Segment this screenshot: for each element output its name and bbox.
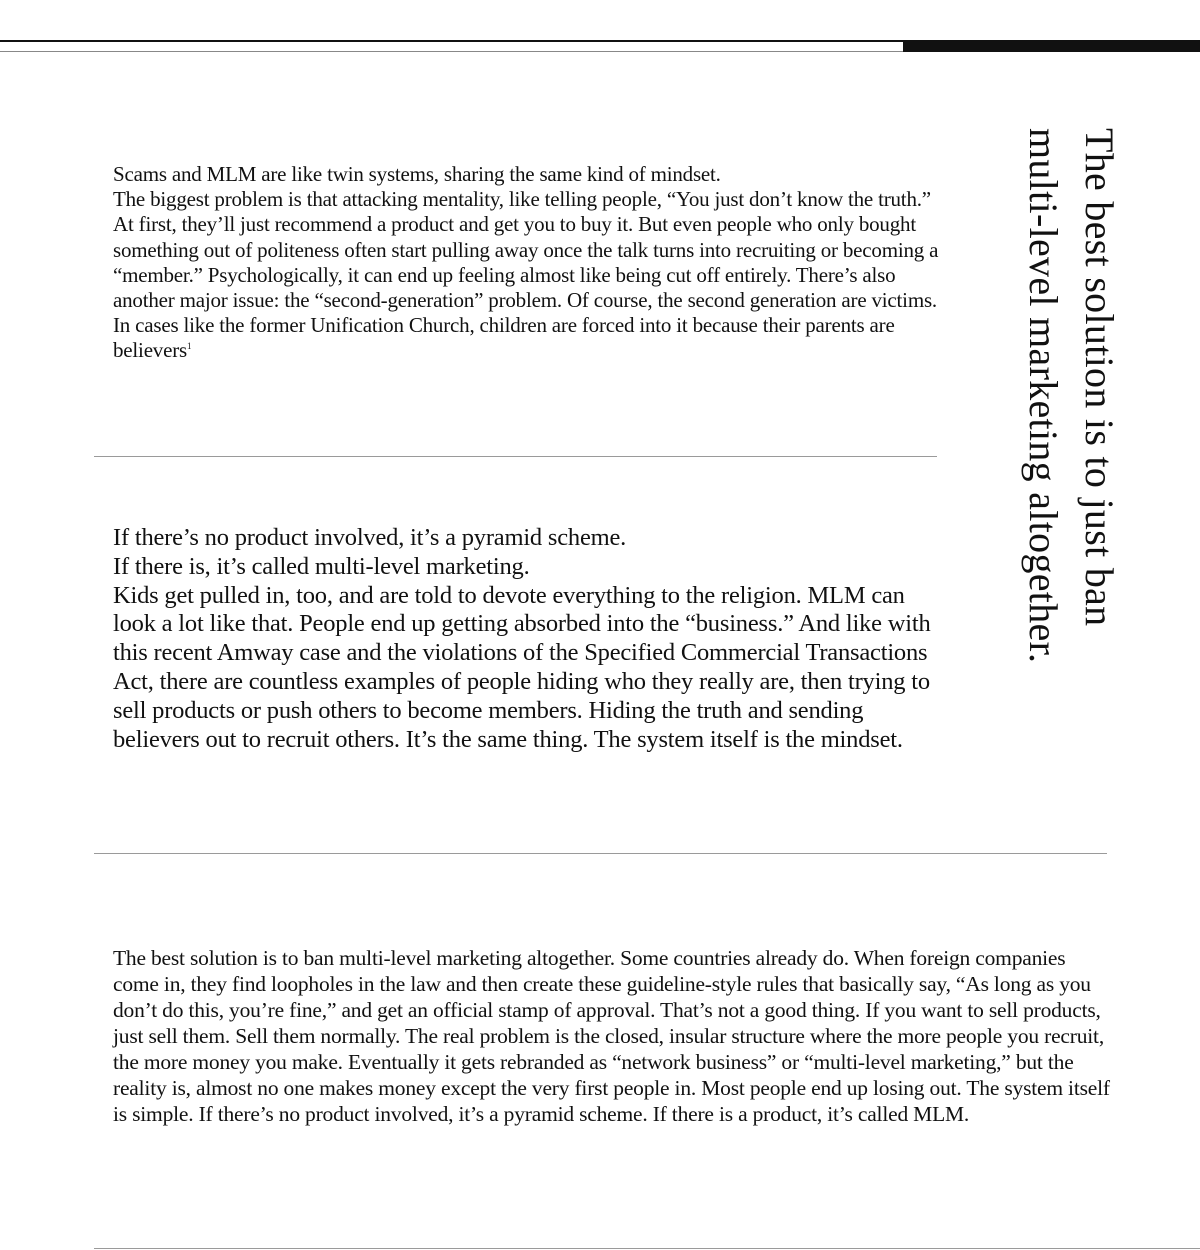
paragraph-1-text: Scams and MLM are like twin systems, sharing the same kind of mindset. The biggest problem is that attacking mentality, like telling people, “You just don’t know the truth.” At first, they’ll just recommend a product and get you to buy it. But even people who only bought something out of politeness often start pulling away once the talk turns into recruiting or becoming a “member.” Psychologically, it can end up feeling almost like being cut off entirely. There’s also another major issue: the “second-generation” problem. Of course, the second generation are victims. In cases like the former Unification Church, children are forced into it because their parents are believers xyxy=(113,162,939,363)
footnote-marker: 1 xyxy=(187,341,192,352)
vertical-headline: The best solution is to just ban multi-level marketing altogether. xyxy=(1021,128,1122,664)
header-rule-thin xyxy=(0,40,903,42)
header-rule-thin-underline xyxy=(0,51,903,52)
paragraph-1 xyxy=(113,162,943,364)
paragraph-3: The best solution is to ban multi-level marketing altogether. Some countries already do. When foreign companies come in, they find loopholes in the law and then create these guideline-style rules that basically say, “As long as you don’t do this, you’re fine,” and get an official stamp of approval. That’s not a good thing. If you want to sell products, just sell them. Sell them normally. The real problem is the closed, insular structure where the more people you recruit, the more money you make. Eventually it gets rebranded as “network business” or “multi-level marketing,” but the reality is, almost no one makes money except the very first people in. Most people end up losing out. The system itself is simple. If there’s no product involved, it’s a pyramid scheme. If there is a product, it’s called MLM. xyxy=(113,946,1110,1126)
section-divider xyxy=(94,456,937,457)
header-rule-thick xyxy=(903,40,1200,52)
section-divider xyxy=(94,853,1107,854)
section-divider xyxy=(94,1248,1200,1249)
paragraph-2: If there’s no product involved, it’s a pyramid scheme. If there is, it’s called multi-level marketing. Kids get pulled in, too, and are told to devote everything to the religion. MLM can look a lot like that. People end up getting absorbed into the “business.” And like with this recent Amway case and the violations of the Specified Commercial Transactions Act, there are countless examples of people hiding who they really are, then trying to sell products or push others to become members. Hiding the truth and sending believers out to recruit others. It’s the same thing. The system itself is the mindset. xyxy=(113,524,931,753)
